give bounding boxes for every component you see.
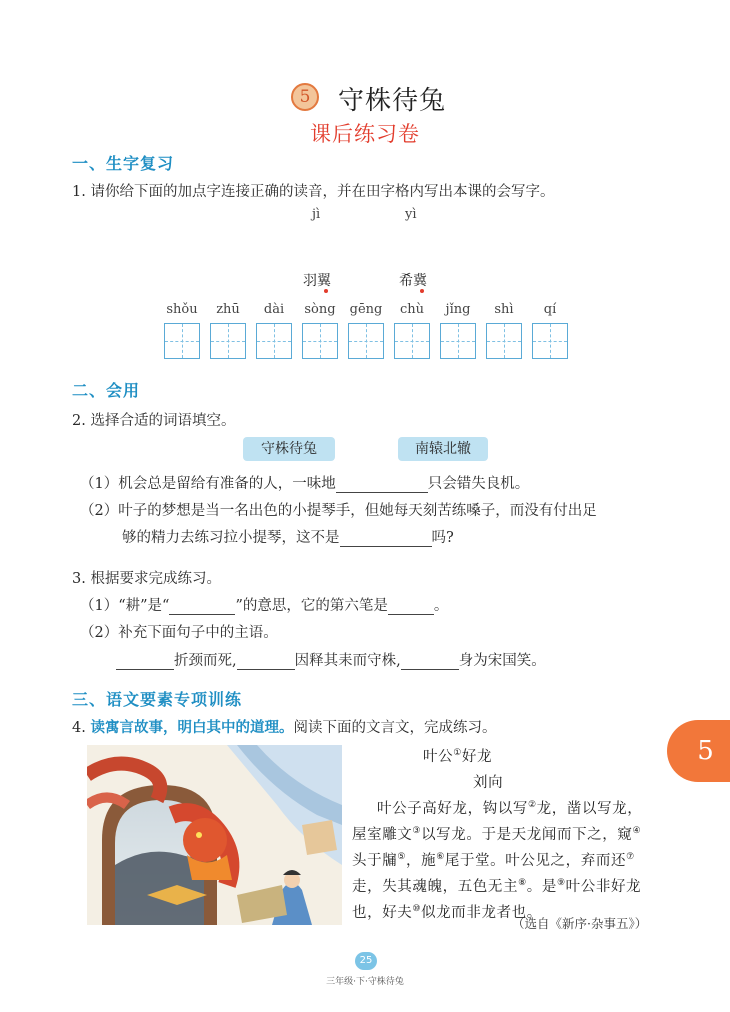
answer-blank[interactable] (388, 598, 434, 615)
q3-fill-sentence (116, 649, 546, 670)
writing-grid-cell[interactable] (256, 323, 292, 359)
q3-item-1 (80, 594, 448, 615)
grid-pinyin: shǒu (166, 302, 198, 317)
text: 。是 (526, 879, 557, 895)
story-line-3 (352, 849, 635, 870)
item-number: （2） (80, 503, 119, 519)
reading-option-1[interactable]: jì (312, 207, 321, 222)
question-4-prompt (72, 716, 496, 737)
grid-pinyin: zhū (216, 302, 240, 317)
answer-blank[interactable] (401, 653, 459, 670)
emphasis-dot (324, 289, 328, 293)
footnote-mark: ⑦ (626, 852, 635, 863)
text: 也，好夫 (352, 905, 413, 921)
story-illustration (87, 745, 342, 925)
story-author: 刘向 (473, 775, 504, 791)
grid-pinyin: qí (543, 302, 557, 317)
word-char: 希 (399, 273, 413, 289)
item-text: 够的精力去练习拉小提琴，这不是 (122, 530, 340, 546)
worksheet-subtitle: 课后练习卷 (310, 122, 420, 146)
story-line-1 (377, 797, 642, 818)
section-heading-2: 二、会用 (72, 381, 141, 400)
text: 似龙而非龙者也。 (421, 905, 542, 921)
footnote-mark: ⑧ (518, 878, 527, 889)
text: 尾于堂。叶公见之，弃而还 (444, 853, 627, 869)
emphasis-dot (420, 289, 424, 293)
footnote-mark: ① (453, 748, 462, 759)
item-text: ”的意思，它的第六笔是 (235, 598, 388, 614)
writing-grid-cell[interactable] (532, 323, 568, 359)
footnote-mark: ② (528, 800, 537, 811)
grid-pinyin: jǐng (445, 302, 471, 317)
dotted-char: 翼 (317, 273, 331, 289)
text: 叶公子高好龙，钩以写 (377, 801, 528, 817)
story-title (423, 745, 492, 766)
question-number: 4. (72, 720, 86, 736)
answer-blank[interactable] (336, 476, 428, 493)
sentence-part: 因释其耒而守株, (294, 653, 401, 669)
story-source: （选自《新序·杂事五》） (512, 916, 648, 931)
section-heading-1: 一、生字复习 (72, 154, 175, 173)
answer-blank[interactable] (237, 653, 295, 670)
word-option-1[interactable]: 守株待兔 (243, 437, 335, 461)
writing-grid-cell[interactable] (164, 323, 200, 359)
text: 叶公非好龙 (565, 879, 642, 895)
grid-pinyin: chù (399, 302, 425, 317)
text: 头于牖 (352, 853, 398, 869)
writing-grid-cell[interactable] (394, 323, 430, 359)
sentence-part: 折颈而死, (174, 653, 237, 669)
dotted-word-2[interactable] (399, 270, 427, 290)
q3-item-2 (80, 621, 278, 642)
item-text: 吗? (431, 530, 454, 546)
item-number: （2） (80, 625, 119, 641)
item-number: （1） (80, 476, 119, 492)
text: 以写龙。于是天龙闻而下之，窥 (421, 827, 633, 843)
q2-item-2 (80, 499, 597, 520)
footnote-mark: ④ (632, 826, 642, 837)
q2-item-2-line2 (122, 526, 454, 547)
answer-blank[interactable] (340, 530, 432, 547)
story-line-2 (352, 823, 641, 844)
text: 龙，凿以写龙， (536, 801, 643, 817)
writing-grid-cell[interactable] (486, 323, 522, 359)
story-line-4 (352, 875, 641, 896)
writing-grid-cell[interactable] (302, 323, 338, 359)
page-footer: 三年级·下·守株待兔 (326, 977, 404, 987)
answer-blank[interactable] (116, 653, 174, 670)
sentence-part: 身为宋国笑。 (458, 653, 546, 669)
item-number: （1） (80, 598, 119, 614)
item-text: 叶子的梦想是当一名出色的小提琴手，但她每天刻苦练嗓子，而没有付出足 (118, 503, 597, 519)
grid-pinyin: gēng (349, 302, 383, 317)
footnote-mark: ⑨ (556, 878, 566, 889)
lesson-number-badge: 5 (291, 83, 319, 111)
highlight-text: 读寓言故事，明白其中的道理。 (90, 719, 294, 736)
text: ，施 (405, 853, 437, 869)
reading-option-2[interactable]: yì (405, 207, 417, 222)
q2-item-1 (80, 472, 529, 493)
footnote-mark: ⑩ (412, 904, 422, 915)
item-text: “耕”是“ (118, 598, 170, 614)
dotted-word-1[interactable] (303, 270, 331, 290)
footnote-mark: ⑤ (397, 852, 406, 863)
text: 屋室雕文 (352, 827, 413, 843)
footnote-mark: ③ (412, 826, 422, 837)
item-text: 机会总是留给有准备的人，一味地 (118, 476, 336, 492)
word-char: 羽 (303, 273, 317, 289)
item-text: 只会错失良机。 (427, 476, 530, 492)
story-title-text: 叶公 (423, 749, 454, 765)
item-text: 补充下面句子中的主语。 (118, 625, 278, 641)
grid-pinyin: shì (494, 302, 514, 317)
chapter-side-tab (667, 720, 730, 782)
question-3-prompt: 3. 根据要求完成练习。 (72, 571, 221, 587)
story-title-text: 好龙 (461, 749, 493, 765)
text: 走，失其魂魄，五色无主 (352, 879, 519, 895)
footnote-mark: ⑥ (436, 852, 445, 863)
writing-grid-cell[interactable] (440, 323, 476, 359)
page-number-badge: 25 (355, 952, 377, 970)
question-2-prompt: 2. 选择合适的词语填空。 (72, 413, 236, 429)
word-option-2[interactable]: 南辕北辙 (398, 437, 488, 461)
chapter-number: 5 (697, 736, 714, 766)
lesson-title: 守株待兔 (338, 86, 447, 116)
dragon-scene-picture (87, 745, 342, 925)
writing-grid-cell[interactable] (348, 323, 384, 359)
section-heading-3: 三、语文要素专项训练 (72, 690, 243, 709)
writing-grid-cell[interactable] (210, 323, 246, 359)
item-text: 。 (433, 598, 449, 614)
question-1-prompt: 1. 请你给下面的加点字连接正确的读音，并在田字格内写出本课的会写字。 (72, 184, 555, 200)
answer-blank[interactable] (169, 598, 235, 615)
dotted-char: 冀 (413, 273, 427, 289)
grid-pinyin: sòng (304, 302, 336, 317)
grid-pinyin: dài (263, 302, 285, 317)
prompt-text: 阅读下面的文言文，完成练习。 (293, 720, 497, 736)
